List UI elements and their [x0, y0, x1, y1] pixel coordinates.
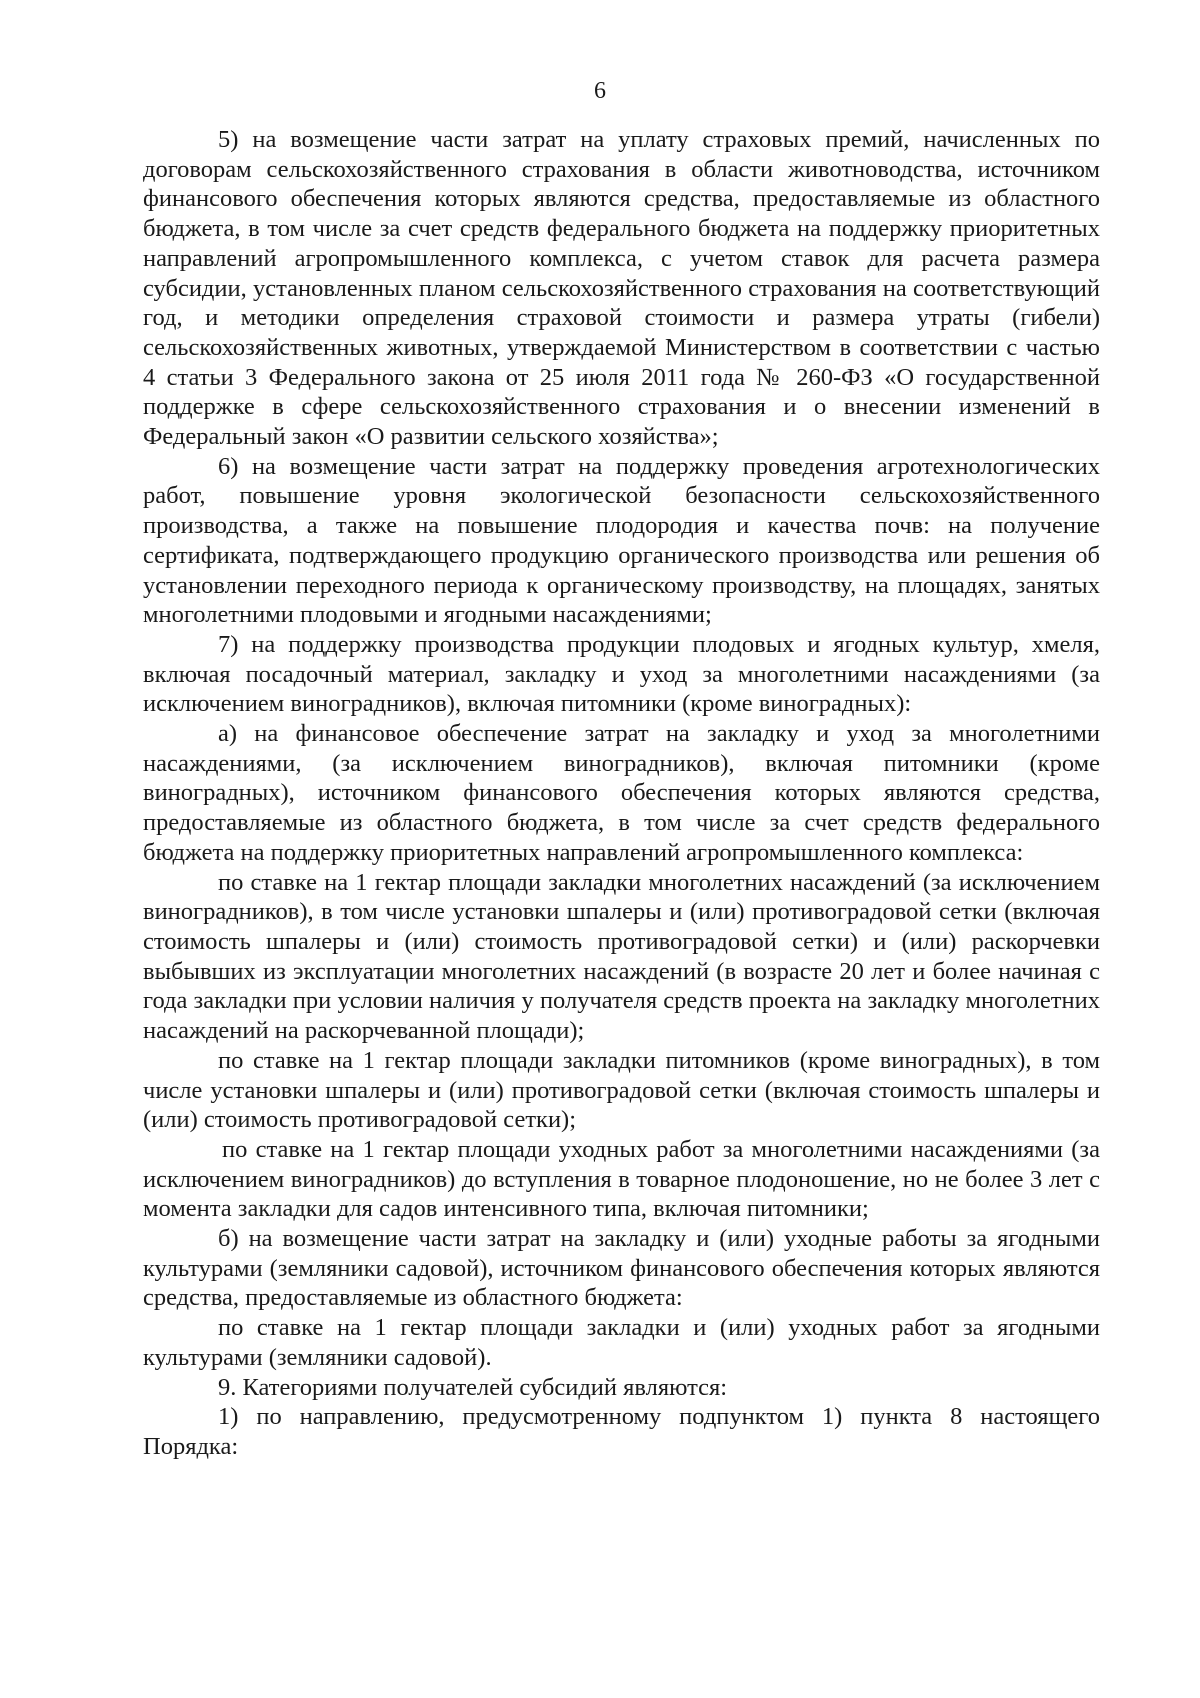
paragraph-subitem-a-perennial-plantings: а) на финансовое обеспечение затрат на закладку и уход за многолетними насаждениями, (за исключением виноградников), включая питомники (кроме виноградных), источником финансового обеспечения которых являются средства, предоставляемые из областного бюджета, в том числе за счет средств федерального бюджета на поддержку приоритетных направлений агропромышленного комплекса:	[143, 720, 1100, 866]
paragraph-rate-maintenance-per-hectare: по ставке на 1 гектар площади уходных работ за многолетними насаждениями (за исключением виноградников) до вступления в товарное плодоношение, но не более 3 лет с момента закладки для садов интенсивного типа, включая питомники;	[143, 1135, 1100, 1223]
document-body	[143, 125, 1100, 1462]
paragraph-section-9-recipients: 9. Категориями получателей субсидий являются:	[218, 1373, 728, 1401]
paragraph-subitem-b-berry-crops: б) на возмещение части затрат на закладку и (или) уходные работы за ягодными культурами (земляники садовой), источником финансового обеспечения которых являются средства, предоставляемые из областного бюджета:	[143, 1225, 1100, 1312]
paragraph-rate-nurseries-per-hectare: по ставке на 1 гектар площади закладки питомников (кроме виноградных), в том числе установки шпалеры и (или) противоградовой сетки (включая стоимость шпалеры и (или) стоимость противоградовой сетки);	[143, 1046, 1100, 1134]
paragraph-recipients-item-1: 1) по направлению, предусмотренному подпунктом 1) пункта 8 настоящего Порядка:	[143, 1403, 1100, 1460]
paragraph-item-6-agrotechnological-works: 6) на возмещение части затрат на поддержку проведения агротехнологических работ, повышение уровня экологической безопасности сельскохозяйственного производства, а также на повышение плодородия и качества почв: на получение сертификата, подтверждающего продукцию органического производства или решения об установлении переходного периода к органическому производству, на площадях, занятых многолетними плодовыми и ягодными насаждениями;	[143, 452, 1100, 629]
page-number: 6	[594, 78, 606, 104]
paragraph-rate-berry-per-hectare: по ставке на 1 гектар площади закладки и (или) уходных работ за ягодными культурами (земляники садовой).	[143, 1314, 1100, 1371]
paragraph-item-7-fruit-berry-production: 7) на поддержку производства продукции плодовых и ягодных культур, хмеля, включая посадочный материал, закладку и уход за многолетними насаждениями (за исключением виноградников), включая питомники (кроме виноградных):	[143, 630, 1100, 718]
paragraph-rate-plantings-per-hectare: по ставке на 1 гектар площади закладки многолетних насаждений (за исключением виноградников), в том числе установки шпалеры и (или) противоградовой сетки (включая стоимость шпалеры и (или) стоимость противоградовой сетки) и (или) раскорчевки выбывших из эксплуатации многолетних насаждений (в возрасте 20 лет и более начиная с года закладки при условии наличия у получателя средств проекта на закладку многолетних насаждений на раскорчеванной площади);	[143, 868, 1100, 1045]
paragraph-item-5-insurance-premiums: 5) на возмещение части затрат на уплату страховых премий, начисленных по договорам сельскохозяйственного страхования в области животноводства, источником финансового обеспечения которых являются средства, предоставляемые из областного бюджета, в том числе за счет средств федерального бюджета на поддержку приоритетных направлений агропромышленного комплекса, с учетом ставок для расчета размера субсидии, установленных планом сельскохозяйственного страхования на соответствующий год, и методики определения страховой стоимости и размера утраты (гибели) сельскохозяйственных животных, утверждаемой Министерством в соответствии с частью 4 статьи 3 Федерального закона от 25 июля 2011 года № 260-ФЗ «О государственной поддержке в сфере сельскохозяйственного страхования и о внесении изменений в Федеральный закон «О развитии сельского хозяйства»;	[143, 126, 1100, 451]
